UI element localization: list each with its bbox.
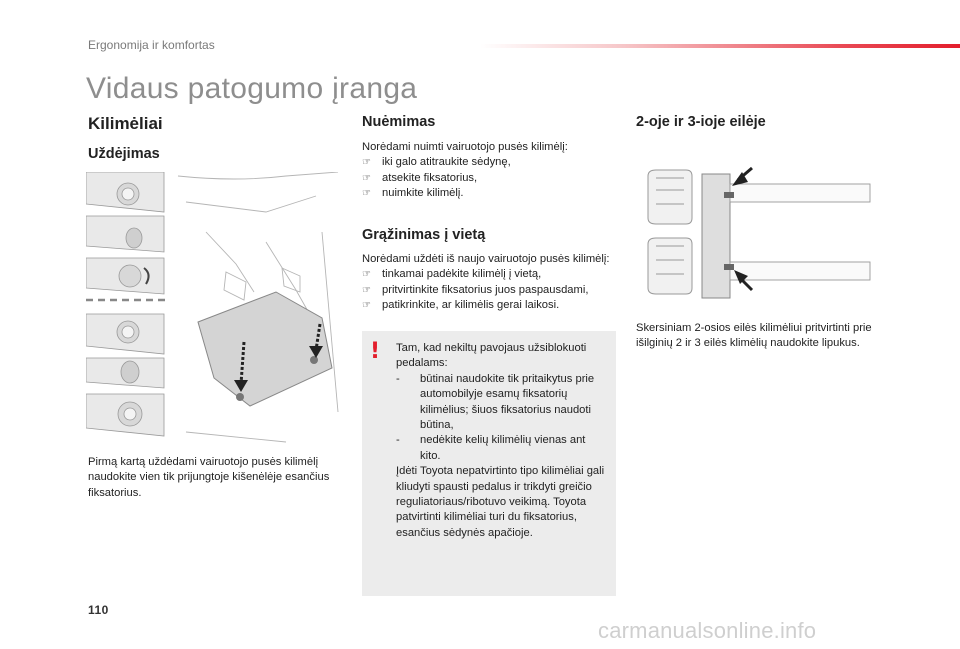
warning-item: - būtinai naudokite tik pritaikytus prie automobilyje esamų fiksatorių kilimėlius; šiuos fiksatorius naudoti būtina, bbox=[396, 372, 595, 432]
velcro-arrow-upper bbox=[732, 168, 752, 186]
refit-step: ☞ tinkamai padėkite kilimėlį į vietą, bbox=[362, 267, 612, 282]
seat-lower bbox=[648, 238, 692, 294]
refit-step: ☞ pritvirtinkite fiksatorius juos paspausdami, bbox=[362, 283, 612, 298]
fastener-detail-5 bbox=[86, 358, 164, 388]
warning-text bbox=[396, 341, 606, 541]
mat-fastener-right bbox=[310, 356, 318, 364]
longitudinal-mat-upper bbox=[730, 184, 870, 202]
fastener-detail-3 bbox=[86, 258, 164, 294]
fitting-caption: Pirmą kartą uždėdami vairuotojo pusės kilimėlį naudokite vien tik prijungtoje kišenėlėje esančius fiksatorius. bbox=[88, 456, 330, 499]
watermark: carmanualsonline.info bbox=[598, 618, 817, 643]
removal-intro: Norėdami nuimti vairuotojo pusės kilimėlį: bbox=[362, 141, 568, 153]
exclamation-icon: ! bbox=[370, 339, 381, 364]
velcro-strip-upper bbox=[724, 192, 734, 198]
warning-intro: Tam, kad nekiltų pavojaus užsiblokuoti pedalams: bbox=[396, 342, 587, 370]
removal-step: ☞ atsekite fiksatorius, bbox=[362, 171, 612, 186]
rows-heading: 2-oje ir 3-ioje eilėje bbox=[636, 114, 766, 130]
fastener-detail-4 bbox=[86, 314, 164, 354]
header-rule bbox=[480, 44, 960, 48]
fastener-detail-1 bbox=[86, 172, 164, 212]
floor-mat-illustration bbox=[86, 172, 342, 444]
warning-outro: Įdėti Toyota nepatvirtinto tipo kilimėliai gali kliudyti spausti pedalus ir trikdyti greičio reguliatoriaus/ribotuvo veikimą. Toyota patvirtinti kilimėliai turi du fiksatorius, esančius sėdynės apačioje. bbox=[396, 465, 605, 539]
longitudinal-mat-lower bbox=[730, 262, 870, 280]
mat-fastener-left bbox=[236, 393, 244, 401]
refit-heading: Grąžinimas į vietą bbox=[362, 227, 486, 243]
page-title: Vidaus patogumo įranga bbox=[86, 72, 418, 105]
rear-mats-illustration bbox=[644, 158, 874, 306]
removal-step: ☞ nuimkite kilimėlį. bbox=[362, 186, 612, 201]
refit-intro: Norėdami uždėti iš naujo vairuotojo pusės kilimėlį: bbox=[362, 253, 610, 265]
fitting-heading: Uždėjimas bbox=[88, 146, 160, 162]
section-label: Ergonomija ir komfortas bbox=[88, 38, 215, 52]
warning-box bbox=[362, 331, 616, 596]
fastener-detail-6 bbox=[86, 394, 164, 436]
floor-mats-heading: Kilimėliai bbox=[88, 114, 163, 133]
refit-text bbox=[362, 252, 612, 314]
rows-caption: Skersiniam 2-osios eilės kilimėliui pritvirtinti prie išilginių 2 ir 3 eilės klimėlių naudokite lipukus. bbox=[636, 322, 872, 350]
warning-item: - nedėkite kelių kilimėlių vienas ant kito. bbox=[396, 434, 586, 462]
velcro-strip-lower bbox=[724, 264, 734, 270]
removal-text bbox=[362, 140, 612, 202]
page-number: 110 bbox=[88, 603, 109, 617]
fastener-detail-2 bbox=[86, 216, 164, 252]
removal-heading: Nuėmimas bbox=[362, 114, 436, 130]
seat-upper bbox=[648, 170, 692, 224]
removal-step: ☞ iki galo atitraukite sėdynę, bbox=[362, 155, 612, 170]
refit-step: ☞ patikrinkite, ar kilimėlis gerai laikosi. bbox=[362, 298, 612, 313]
